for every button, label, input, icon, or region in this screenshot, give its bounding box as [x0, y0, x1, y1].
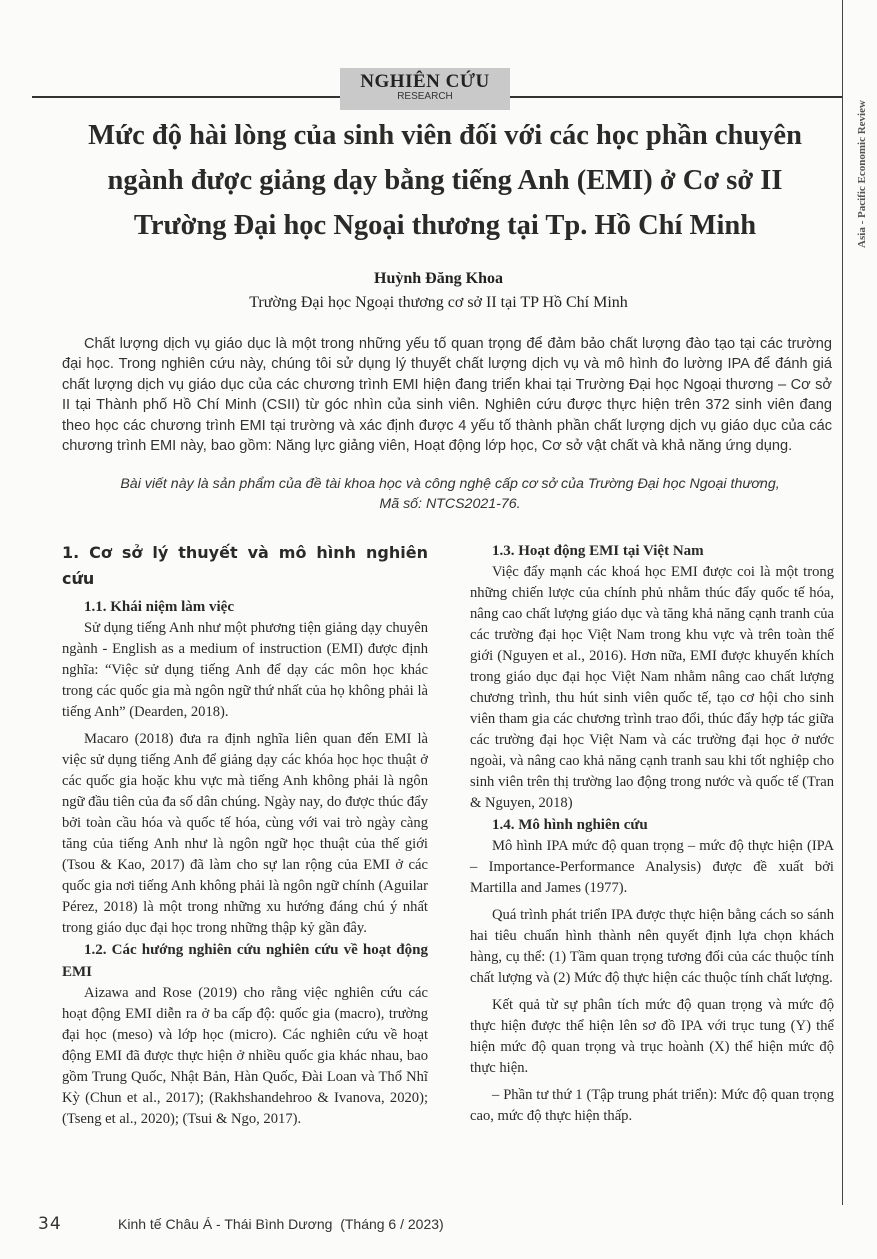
funding-note	[70, 474, 830, 514]
heading-1-4: 1.4. Mô hình nghiên cứu	[492, 817, 648, 834]
paragraph: – Phần tư thứ 1 (Tập trung phát triển): Mức độ quan trọng cao, mức độ thực hiện thấp.	[470, 1087, 834, 1125]
funding-note-line2: Mã số: NTCS2021-76.	[379, 496, 521, 513]
page-number: 34	[38, 1214, 62, 1234]
section-title: NGHIÊN CỨU	[360, 71, 490, 92]
section-subtitle: RESEARCH	[397, 91, 453, 102]
heading-1-1: 1.1. Khái niệm làm việc	[84, 599, 234, 616]
section-label	[340, 68, 510, 110]
heading-1-2: 1.2. Các hướng nghiên cứu nghiên cứu về hoạt động EMI	[62, 942, 428, 981]
paragraph: Macaro (2018) đưa ra định nghĩa liên quan đến EMI là việc sử dụng tiếng Anh để giảng dạy các khóa học học thuật ở các quốc gia hoặc khu vực mà tiếng Anh không phải là ngôn ngữ đầu tiên của đa số dân chúng. Ngày nay, do được thúc đẩy bởi toàn cầu hóa và quốc tế hóa, cùng với vai trò ngày càng tăng của tiếng Anh như là ngôn ngữ học thuật của thế giới (Tsou & Kao, 2017) đã làm cho sự lan rộng của EMI ở các quốc gia nơi tiếng Anh không phải là ngôn ngữ chính (Aguilar Pérez, 2018) là một trong những xu hướng đáng chú ý nhất trong giáo dục đại học trong những thập kỷ gần đây.	[62, 731, 428, 937]
paragraph: Việc đẩy mạnh các khoá học EMI được coi là một trong những chiến lược của chính phủ nhằm thúc đẩy quốc tế hóa, nâng cao chất lượng giáo dục và tăng khả năng cạnh tranh của các trường đại học Việt Nam trong khu vực và trên toàn thế giới (Nguyen et al., 2016). Hơn nữa, EMI được khuyến khích trong giáo dục đại học Việt Nam nhằm nâng cao chất lượng chương trình, thu hút sinh viên quốc tế, tạo cơ hội cho sinh viên tham gia các chương trình trao đổi, thúc đẩy hợp tác giữa các trường đại học Việt Nam và các trường đại học ở nước ngoài, và nâng cao khả năng cạnh tranh sau khi tốt nghiệp cho sinh viên trên thị trường lao động trong nước và quốc tế (Tran & Nguyen, 2018)	[470, 564, 834, 812]
funding-note-line1: Bài viết này là sản phẩm của đề tài khoa học và công nghệ cấp cơ sở của Trường Đại học Ngoại thương,	[120, 476, 780, 493]
journal-footer: Kinh tế Châu Á - Thái Bình Dương (Tháng 6 / 2023)	[118, 1216, 444, 1232]
article-body	[0, 113, 877, 1130]
paragraph: Sử dụng tiếng Anh như một phương tiện giảng dạy chuyên ngành - English as a medium of instruction (EMI) được định nghĩa: “Việc sử dụng tiếng Anh để dạy các môn học khác trong các quốc gia mà ngôn ngữ thứ nhất của họ không phải là tiếng Anh” (Dearden, 2018).	[62, 620, 428, 721]
left-column	[62, 540, 428, 1130]
two-column-body	[62, 540, 834, 1130]
right-column	[470, 540, 834, 1130]
article-title: Mức độ hài lòng của sinh viên đối với các học phần chuyên ngành được giảng dạy bằng tiếng Anh (EMI) ở Cơ sở II Trường Đại học Ngoại thương tại Tp. Hồ Chí Minh	[88, 120, 802, 241]
heading-1: 1. Cơ sở lý thuyết và mô hình nghiên cứu	[62, 543, 428, 589]
paragraph: Quá trình phát triển IPA được thực hiện bằng cách so sánh hai tiêu chuẩn hình thành nên quyết định lựa chọn khách hàng, cụ thể: (1) Tầm quan trọng tương đối của các thuộc tính chất lượng và (2) Mức độ thực hiện các thuộc tính chất lượng.	[470, 907, 834, 987]
author-affiliation: Trường Đại học Ngoại thương cơ sở II tại TP Hồ Chí Minh	[249, 294, 628, 311]
paragraph: Kết quả từ sự phân tích mức độ quan trọng và mức độ thực hiện được thể hiện lên sơ đồ IPA với trục tung (Y) thể hiện mức độ quan trọng và trục hoành (X) thể hiện mức độ thực hiện.	[470, 997, 834, 1077]
journal-side-text: Asia - Pacific Economic Review	[856, 100, 868, 248]
heading-1-3: 1.3. Hoạt động EMI tại Việt Nam	[492, 543, 704, 560]
paragraph: Mô hình IPA mức độ quan trọng – mức độ thực hiện (IPA – Importance-Performance Analysis) được đề xuất bởi Martilla and James (1977).	[470, 838, 834, 897]
author-name: Huỳnh Đăng Khoa	[374, 270, 503, 287]
abstract: Chất lượng dịch vụ giáo dục là một trong những yếu tố quan trọng để đảm bảo chất lượng đào tạo tại các trường đại học. Trong nghiên cứu này, chúng tôi sử dụng lý thuyết chất lượng dịch vụ và mô hình đo lường IPA để đánh giá chất lượng dịch vụ giáo dục của các chương trình EMI hiện đang triển khai tại Trường Đại học Ngoại thương – Cơ sở II tại Thành phố Hồ Chí Minh (CSII) từ góc nhìn của sinh viên. Nghiên cứu được thực hiện trên 372 sinh viên đang theo học các chương trình EMI tại trường và xác định được 4 yếu tố thành phần chất lượng dịch vụ giáo dục của các chương trình EMI này, bao gồm: Năng lực giảng viên, Hoạt động lớp học, Cơ sở vật chất và khả năng ứng dụng.	[62, 336, 832, 455]
paragraph: Aizawa and Rose (2019) cho rằng việc nghiên cứu các hoạt động EMI diễn ra ở ba cấp độ: quốc gia (macro), trường đại học (meso) và lớp học (micro). Các nghiên cứu về hoạt động EMI đã được thực hiện ở nhiều quốc gia khác nhau, bao gồm Trung Quốc, Nhật Bản, Hàn Quốc, Đài Loan và Thổ Nhĩ Kỳ (Chun et al., 2017); (Rakhshandehroo & Ivanova, 2020); (Tseng et al., 2020); (Tsui & Ngo, 2017).	[62, 985, 428, 1128]
